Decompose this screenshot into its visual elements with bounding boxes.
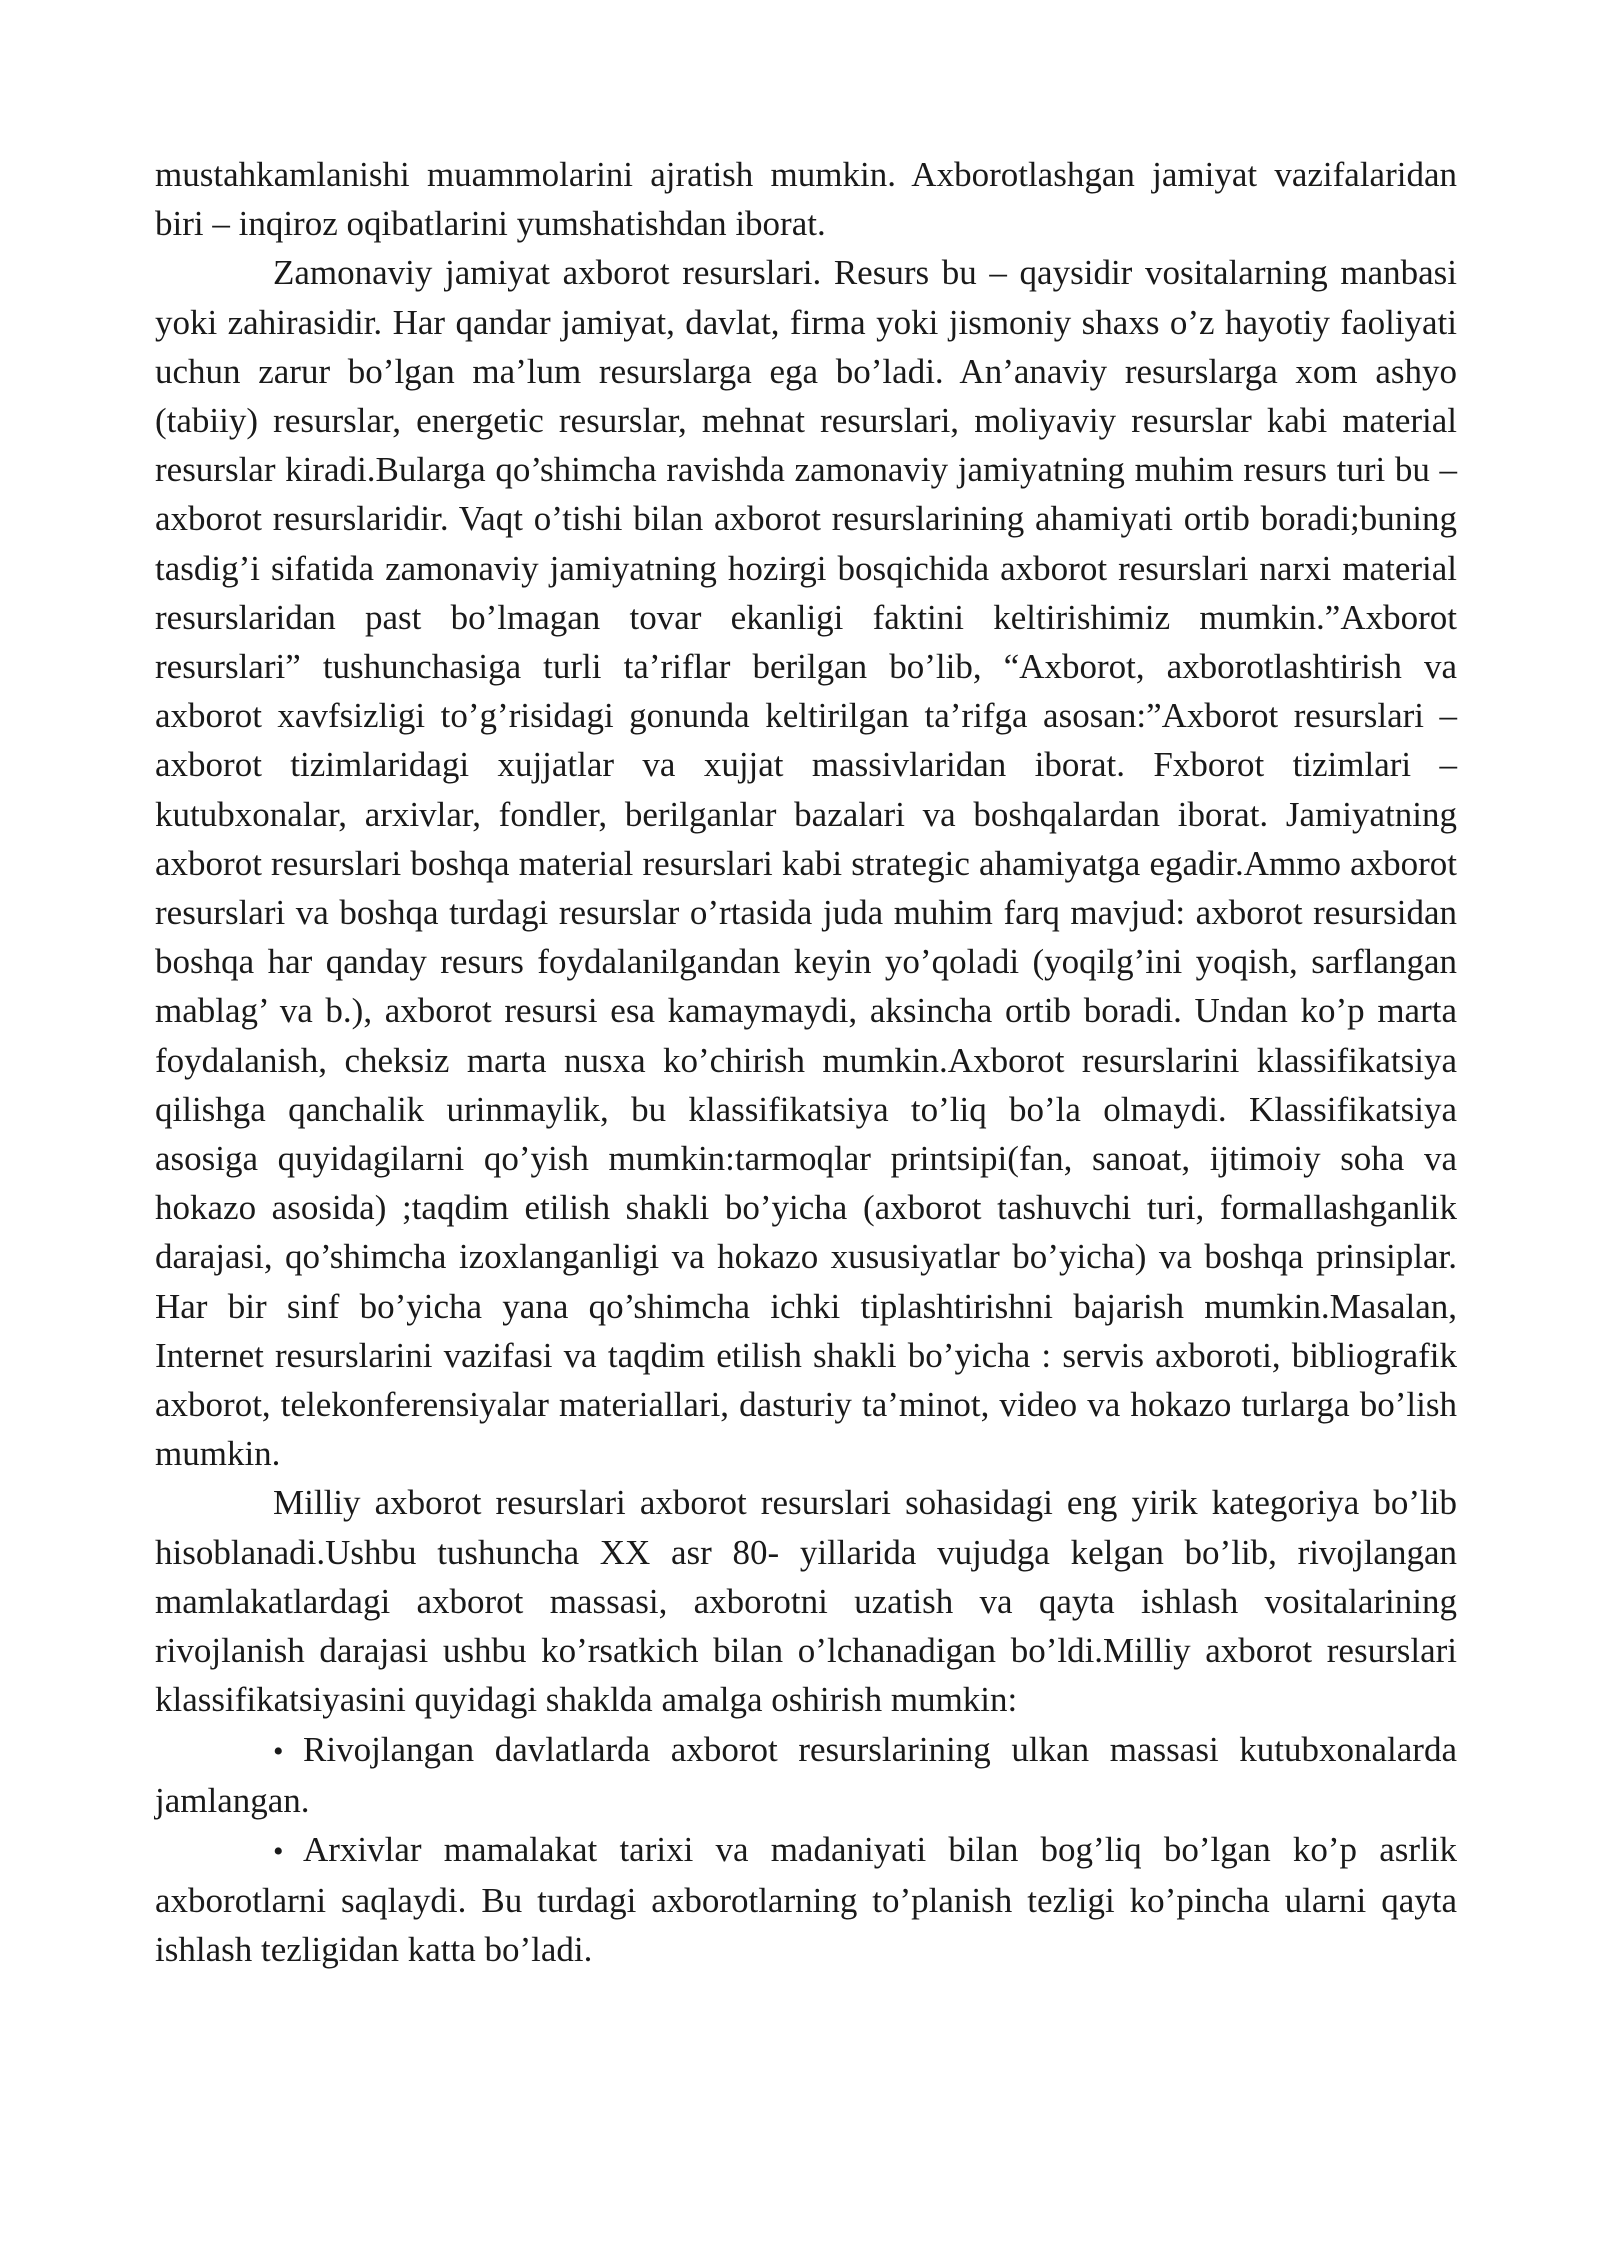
paragraph-national-resources: Milliy axborot resurslari axborot resurslari sohasidagi eng yirik kategoriya bo’lib hisoblanadi.Ushbu tushuncha XX asr 80- yillarida vujudga kelgan bo’lib, rivojlangan mamlakatlardagi axborot massasi, axborotni uzatish va qayta ishlash vositalarining rivojlanish darajasi ushbu ko’rsatkich bilan o’lchanadigan bo’ldi.Milliy axborot resurslari klassifikatsiyasini quyidagi shaklda amalga oshirish mumkin: xyxy=(155,1483,1457,1720)
paragraph-information-resources: Zamonaviy jamiyat axborot resurslari. Resurs bu – qaysidir vositalarning manbasi yoki zahirasidir. Har qandar jamiyat, davlat, firma yoki jismoniy shaxs o’z hayotiy faoliyati uchun zarur bo’lgan ma’lum resurslarga ega bo’ladi. An’anaviy resurslarga xom ashyo (tabiiy) resurslar, energetic resurslar, mehnat resurslari, moliyaviy resurslar kabi material resurslar kiradi.Bularga qo’shimcha ravishda zamonaviy jamiyatning muhim resurs turi bu – axborot resurslaridir. Vaqt o’tishi bilan axborot resurslarining ahamiyati ortib boradi;buning tasdig’i sifatida zamonaviy jamiyatning hozirgi bosqichida axborot resurslari narxi material resurslaridan past bo’lmagan tovar ekanligi faktini keltirishimiz mumkin.”Axborot resurslari” tushunchasiga turli ta’riflar berilgan bo’lib, “Axborot, axborotlashtirish va axborot xavfsizligi to’g’risidagi gonunda keltirilgan ta’rifga asosan:”Axborot resurslari – axborot tizimlaridagi xujjatlar va xujjat massivlaridan iborat. Fxborot tizimlari – kutubxonalar, arxivlar, fondler, berilganlar bazalari va boshqalardan iborat. Jamiyatning axborot resurslari boshqa material resurslari kabi strategic ahamiyatga egadir.Ammo axborot resurslari va boshqa turdagi resurslar o’rtasida juda muhim farq mavjud: axborot resursidan boshqa har qanday resurs foydalanilgandan keyin yo’qoladi (yoqilg’ini yoqish, sarflangan mablag’ va b.), axborot resursi esa kamaymaydi, aksincha ortib boradi. Undan ko’p marta foydalanish, cheksiz marta nusxa ko’chirish mumkin.Axborot resurslarini klassifikatsiya qilishga qanchalik urinmaylik, bu klassifikatsiya to’liq bo’la olmaydi. Klassifikatsiya asosiga quyidagilarni qo’yish mumkin:tarmoqlar printsipi(fan, sanoat, ijtimoiy soha va hokazo asosida) ;taqdim etilish shakli bo’yicha (axborot tashuvchi turi, formallashganlik darajasi, qo’shimcha izoxlanganligi va hokazo xususiyatlar bo’yicha) va boshqa prinsiplar. Har bir sinf bo’yicha yana qo’shimcha ichki tiplashtirishni bajarish mumkin.Masalan, Internet resurslarini vazifasi va taqdim etilish shakli bo’yicha : servis axboroti, bibliografik axborot, telekonferensiyalar materiallari, dasturiy ta’minot, video va hokazo turlarga bo’lish mumkin. xyxy=(155,253,1457,1474)
bullet-item xyxy=(155,1725,1457,1825)
bullet-item xyxy=(155,1825,1457,1975)
bullet-text: Arxivlar mamalakat tarixi va madaniyati bilan bog’liq bo’lgan ko’p asrlik axborotlarni saqlaydi. Bu turdagi axborotlarning to’planish tezligi ko’pincha ularni qayta ishlash tezligidan katta bo’ladi. xyxy=(155,1829,1457,1970)
bullet-icon: • xyxy=(273,1734,284,1768)
bullet-text: Rivojlangan davlatlarda axborot resurslarining ulkan massasi kutubxonalarda jamlangan. xyxy=(155,1729,1457,1820)
bullet-icon: • xyxy=(273,1834,284,1868)
paragraph-continuation: mustahkamlanishi muammolarini ajratish mumkin. Axborotlashgan jamiyat vazifalaridan biri – inqiroz oqibatlarini yumshatishdan iborat. xyxy=(155,155,1457,244)
document-page xyxy=(155,150,1457,1975)
